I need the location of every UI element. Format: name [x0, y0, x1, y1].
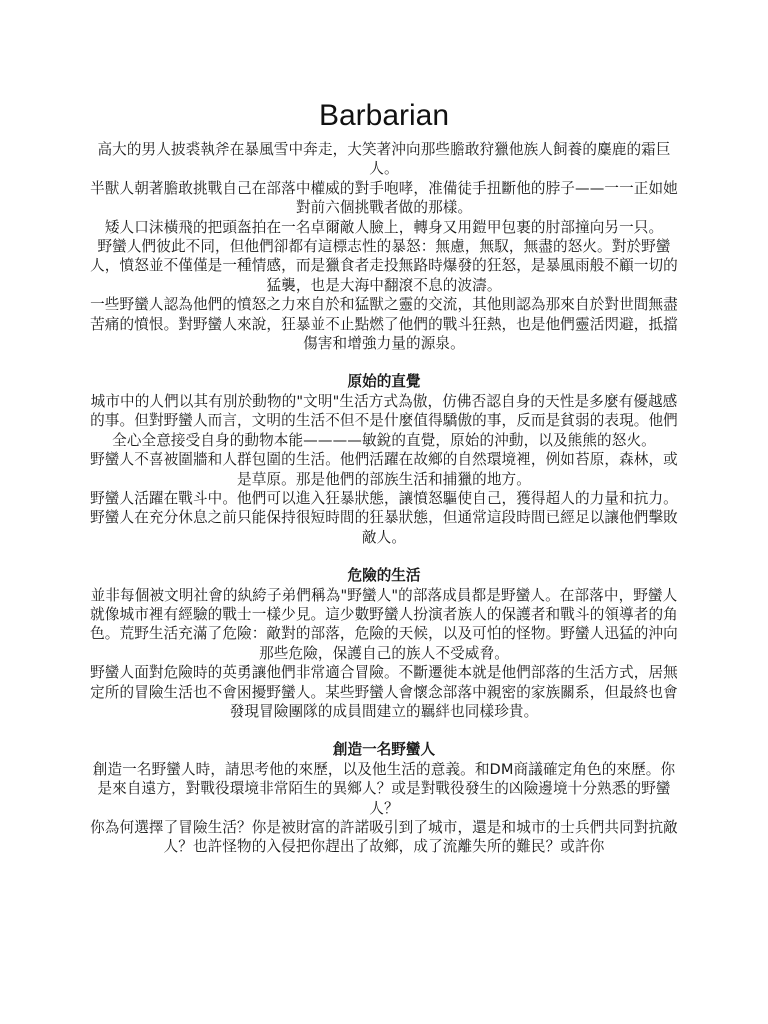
section-heading: 危險的生活: [347, 567, 421, 585]
section-paragraph: 野蠻人活躍在戰斗中。他們可以進入狂暴狀態，讓憤怒驅使自己，獲得超人的力量和抗力。野蠻人在充分休息之前只能保持很短時間的狂暴狀態，但通常這段時間已經足以讓他們擊敗敵人。: [90, 489, 678, 546]
document-page: [88, 96, 680, 857]
section-primal-instinct: [88, 372, 680, 547]
intro-paragraph-5: 一些野蠻人認為他們的憤怒之力來自於和猛獸之靈的交流，其他則認為那來自於對世間無盡苦痛的憤恨。對野蠻人來說，狂暴並不止點燃了他們的戰斗狂熱，也是他們靈活閃避，抵擋傷害和增強力量的源泉。: [90, 296, 678, 353]
intro-paragraph-1: 高大的男人披裘執斧在暴風雪中奔走，大笑著沖向那些膽敢狩獵他族人飼養的麋鹿的霜巨人。: [97, 141, 671, 178]
intro-paragraph-4: 野蠻人們彼此不同，但他們卻都有這標志性的暴怒：無慮，無馭，無盡的怒火。對於野蠻人，憤怒並不僅僅是一種情感，而是獵食者走投無路時爆發的狂怒，是暴風雨般不顧一切的猛襲，也是大海中翻滾不息的波濤。: [90, 238, 678, 294]
document-title: Barbarian: [318, 99, 450, 132]
section-paragraph: 野蠻人面對危險時的英勇讓他們非常適合冒險。不斷遷徙本就是他們部落的生活方式，居無定所的冒險生活也不會困擾野蠻人。某些野蠻人會懷念部落中親密的家族關系，但最終也會發現冒險團隊的成員間建立的羈絆也同樣珍貴。: [90, 664, 678, 720]
section-paragraph: 城市中的人們以其有別於動物的"文明"生活方式為傲，仿佛否認自身的天性是多麼有優越感的事。但對野蠻人而言，文明的生活不但不是什麼值得驕傲的事，反而是貧弱的表現。他們全心全意接受自身的動物本能————敏銳的直覺，原始的沖動，以及熊熊的怒火。: [90, 392, 678, 449]
section-heading: 創造一名野蠻人: [332, 741, 436, 759]
section-creating-barbarian: [88, 740, 680, 856]
section-heading: 原始的直覺: [347, 373, 421, 391]
intro-paragraph-3: 矮人口沫橫飛的把頭盔拍在一名卓爾敵人臉上，轉身又用鎧甲包裹的肘部撞向另一只。: [104, 218, 664, 236]
section-paragraph: 並非每個被文明社會的紈絝子弟們稱為"野蠻人"的部落成員都是野蠻人。在部落中，野蠻人就像城市裡有經驗的戰士一樣少見。這少數野蠻人扮演者族人的保護者和戰斗的領導者的角色。荒野生活充滿了危險：敵對的部落，危險的天候，以及可怕的怪物。野蠻人迅猛的沖向那些危險，保護自己的族人不受威脅。: [90, 586, 678, 662]
intro-block: [88, 140, 680, 353]
section-paragraph: 創造一名野蠻人時，請思考他的來歷，以及他生活的意義。和DM商議確定角色的來歷。你是來自遠方，對戰役環境非常陌生的異鄉人？或是對戰役發生的凶險邊境十分熟悉的野蠻人？: [92, 760, 676, 817]
section-paragraph: 你為何選擇了冒險生活？你是被財富的許諾吸引到了城市，還是和城市的士兵們共同對抗敵人？也許怪物的入侵把你趕出了故鄉，成了流離失所的難民？或許你: [90, 819, 678, 856]
intro-paragraph-2: 半獸人朝著膽敢挑戰自己在部落中權威的對手咆哮，准備徒手扭斷他的脖子——一一正如她對前六個挑戰者做的那樣。: [90, 179, 678, 217]
section-dangerous-life: [88, 566, 680, 721]
section-paragraph: 野蠻人不喜被圍牆和人群包圍的生活。他們活躍在故鄉的自然環境裡，例如苔原，森林，或是草原。那是他們的部族生活和捕獵的地方。: [90, 451, 678, 488]
